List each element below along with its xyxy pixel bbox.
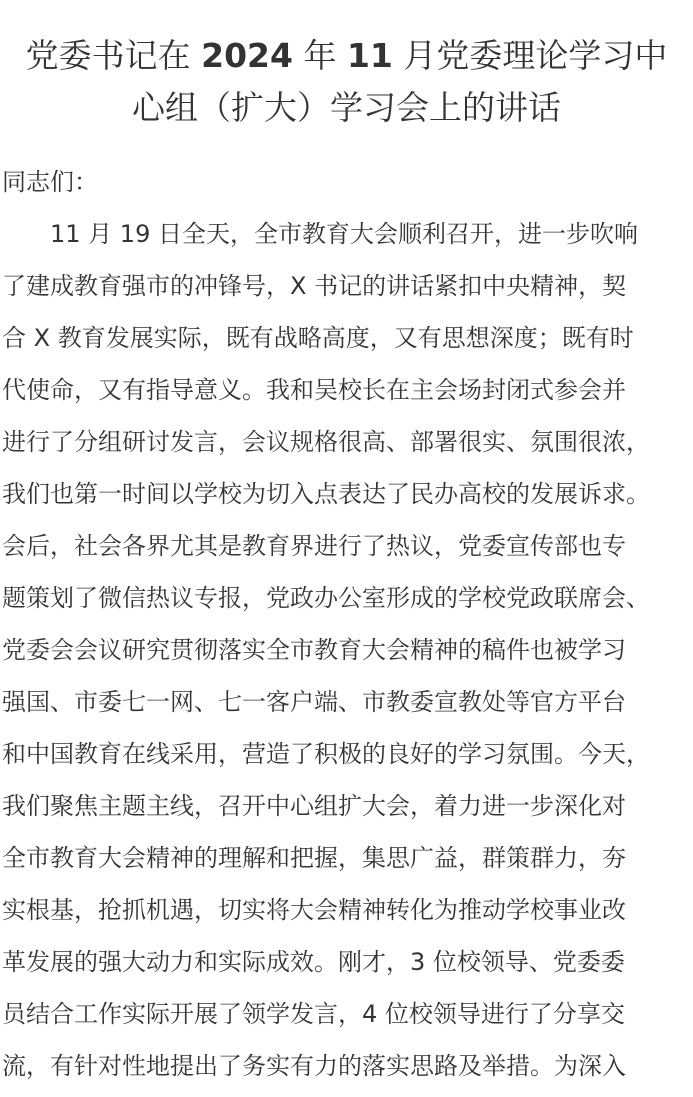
body-line: 代使命，又有指导意义。我和吴校长在主会场封闭式参会并 [2, 376, 626, 404]
title-text: 年 [292, 36, 347, 75]
title-text: 月党委理论学习中 [392, 36, 668, 75]
body-line: 全市教育大会精神的理解和把握，集思广益，群策群力，夯 [2, 844, 626, 872]
body-line: 了建成教育强市的冲锋号，X 书记的讲话紧扣中央精神，契 [2, 272, 627, 300]
body-line: 11 月 19 日全天，全市教育大会顺利召开，进一步吹响 [2, 220, 638, 248]
body-line: 题策划了微信热议专报，党政办公室形成的学校党政联席会、 [2, 584, 650, 612]
title-text: 党委书记在 [25, 36, 202, 75]
body-line: 会后，社会各界尤其是教育界进行了热议，党委宣传部也专 [2, 532, 626, 560]
body-line: 实根基，抢抓机遇，切实将大会精神转化为推动学校事业改 [2, 896, 626, 924]
title-line-2: 心组（扩大）学习会上的讲话 [132, 88, 561, 127]
body-line: 合 X 教育发展实际，既有战略高度，又有思想深度；既有时 [2, 324, 634, 352]
body-line: 进行了分组研讨发言，会议规格很高、部署很实、氛围很浓， [2, 428, 650, 456]
body-line: 流，有针对性地提出了务实有力的落实思路及举措。为深入 [2, 1052, 626, 1080]
body-line: 我们聚焦主题主线，召开中心组扩大会，着力进一步深化对 [2, 792, 626, 820]
title-year: 2024 [201, 36, 293, 75]
body-line: 和中国教育在线采用，营造了积极的良好的学习氛围。今天， [2, 740, 650, 768]
body-line: 我们也第一时间以学校为切入点表达了民办高校的发展诉求。 [2, 480, 650, 508]
greeting: 同志们： [2, 168, 98, 196]
body-line: 党委会会议研究贯彻落实全市教育大会精神的稿件也被学习 [2, 636, 626, 664]
title-month: 11 [346, 36, 393, 75]
body-line: 强国、市委七一网、七一客户端、市教委宣教处等官方平台 [2, 688, 626, 716]
body-line: 员结合工作实际开展了领学发言，4 位校领导进行了分享交 [2, 1000, 625, 1028]
document-title [0, 30, 693, 134]
body-line: 革发展的强大动力和实际成效。刚才，3 位校领导、党委委 [2, 948, 625, 976]
